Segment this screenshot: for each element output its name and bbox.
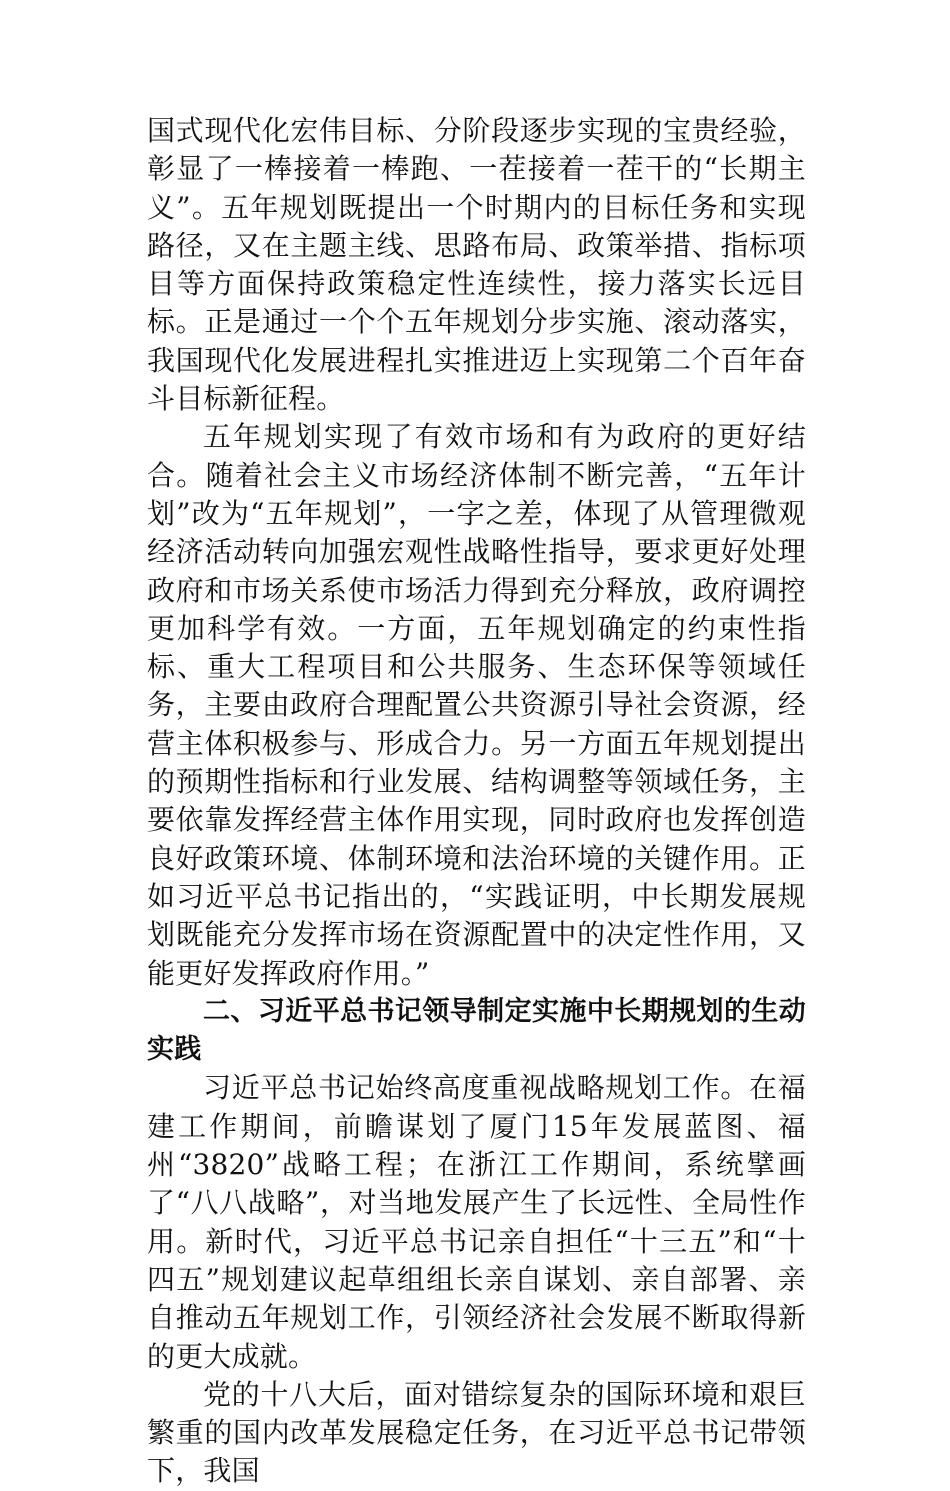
paragraph-after-18th-congress: 党的十八大后，面对错综复杂的国际环境和艰巨繁重的国内改革发展稳定任务，在习近平总书记带领下，我国 [147,1377,806,1488]
paragraph-continuation: 国式现代化宏伟目标、分阶段逐步实现的宝贵经验，彰显了一棒接着一棒跑、一茬接着一茬干的“长期主义”。五年规划既提出一个时期内的目标任务和实现路径，又在主题主线、思路布局、政策举措、指标项目等方面保持政策稳定性连续性，接力落实长远目标。正是通过一个个五年规划分步实施、滚动落实，我国现代化发展进程扎实推进迈上实现第二个百年奋斗目标新征程。 [147,114,806,416]
paragraph-market-and-government: 五年规划实现了有效市场和有为政府的更好结合。随着社会主义市场经济体制不断完善，“五年计划”改为“五年规划”，一字之差，体现了从管理微观经济活动转向加强宏观性战略性指导，要求更好处理政府和市场关系使市场活力得到充分释放，政府调控更加科学有效。一方面，五年规划确定的约束性指标、重大工程项目和公共服务、生态环保等领域任务，主要由政府合理配置公共资源引导社会资源，经营主体积极参与、形成合力。另一方面五年规划提出的预期性指标和行业发展、结构调整等领域任务，主要依靠发挥经营主体作用实现，同时政府也发挥创造良好政策环境、体制环境和法治环境的关键作用。正如习近平总书记指出的，“实践证明，中长期发展规划既能充分发挥市场在资源配置中的决定性作用，又能更好发挥政府作用。” [147,420,806,990]
section-heading-2: 二、习近平总书记领导制定实施中长期规划的生动实践 [147,995,806,1066]
document-body [147,112,806,1491]
paragraph-strategic-planning: 习近平总书记始终高度重视战略规划工作。在福建工作期间，前瞻谋划了厦门15年发展蓝图、福州“3820”战略工程；在浙江工作期间，系统擘画了“八八战略”，对当地发展产生了长远性、全局性作用。新时代，习近平总书记亲自担任“十三五”和“十四五”规划建议起草组组长亲自谋划、亲自部署、亲自推动五年规划工作，引领经济社会发展不断取得新的更大成就。 [147,1071,806,1373]
